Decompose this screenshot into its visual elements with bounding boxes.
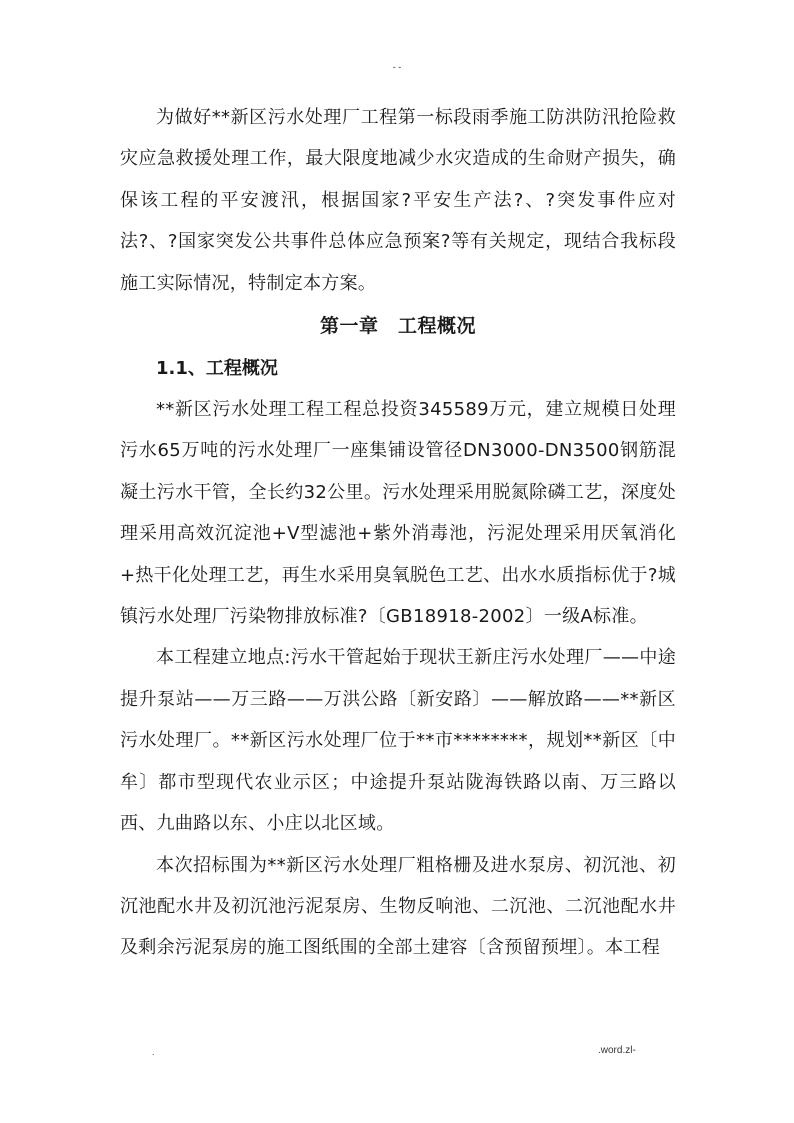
document-body [120,97,676,969]
location-paragraph: 本工程建立地点:污水干管起始于现状王新庄污水处理厂——中途提升泵站——万三路——万洪公路〔新安路〕——解放路——**新区污水处理厂。**新区污水处理厂位于**市********，规划**新区〔中牟〕都市型现代农业示区；中途提升泵站陇海铁路以南、万三路以西、九曲路以东、小庄以北区域。 [120,647,676,835]
footer-left-mark: . [152,1047,155,1057]
overview-paragraph: **新区污水处理工程工程总投资345589万元，建立规模日处理污水65万吨的污水处理厂一座集铺设管径DN3000-DN3500钢筋混凝土污水干管，全长约32公里。污水处理采用脱氮除磷工艺，深度处理采用高效沉淀池+V型滤池+紫外消毒池，污泥处理采用厌氧消化+热干化处理工艺，再生水采用臭氧脱色工艺、出水水质指标优于?城镇污水处理厂污染物排放标准?〔GB18918-2002〕一级A标准。 [120,399,676,628]
footer-watermark: .word.zl- [598,1045,636,1056]
page-header-mark: - - [392,62,402,72]
chapter-heading: 第一章 工程概况 [319,315,476,338]
section-heading: 1.1、工程概况 [156,358,278,380]
intro-paragraph: 为做好**新区污水处理厂工程第一标段雨季施工防洪防汛抢险救灾应急救援处理工作，最大限度地减少水灾造成的生命财产损失，确保该工程的平安渡汛，根据国家?平安生产法?、?突发事件应对法?、?国家突发公共事件总体应急预案?等有关规定，现结合我标段施工实际情况，特制定本方案。 [120,107,676,294]
scope-paragraph: 本次招标围为**新区污水处理厂粗格栅及进水泵房、初沉池、初沉池配水井及初沉池污泥泵房、生物反响池、二沉池、二沉池配水井及剩余污泥泵房的施工图纸围的全部土建容〔含预留预埋〕。本工程 [120,854,676,959]
